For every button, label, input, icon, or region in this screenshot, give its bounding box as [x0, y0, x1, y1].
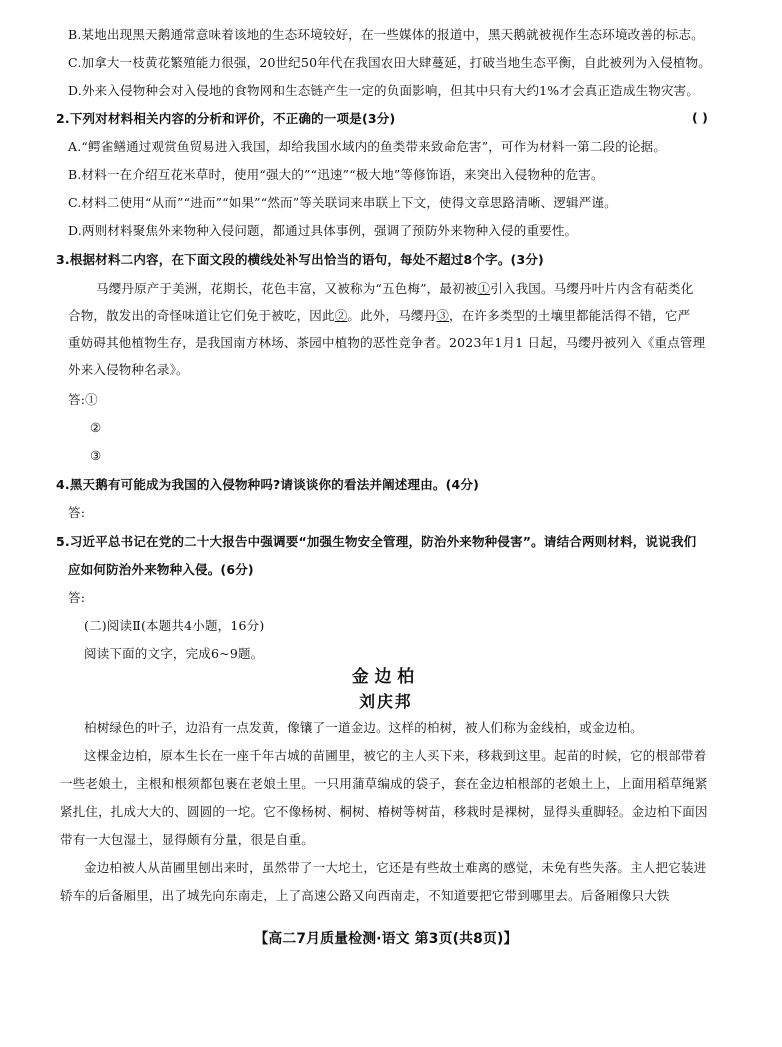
- q1-option-b: B.某地出现黑天鹅通常意味着该地的生态环境较好，在一些媒体的报道中，黑天鹅就被视作生态环境改善的标志。: [68, 27, 704, 42]
- q3-answer-2: ②: [90, 420, 102, 435]
- article-para-3-line-1: 金边柏被人从苗圃里刨出来时，虽然带了一大坨土，它还是有些故土难离的感觉，未免有些失落。主人把它装进: [84, 860, 707, 875]
- article-para-3-line-2: 轿车的后备厢里，出了城先向东南走，上了高速公路又向西南走，不知道要把它带到哪里去。后备厢像只大铁: [60, 888, 670, 903]
- q4-answer-label: 答:: [68, 505, 86, 520]
- q3-passage-line-4: 外来入侵物种名录》。: [68, 362, 189, 377]
- q4-stem: 4.黑天鹅有可能成为我国的入侵物种吗?请谈谈你的看法并阐述理由。(4分): [56, 477, 480, 492]
- reading2-heading: (二)阅读Ⅱ(本题共4小题，16分): [84, 618, 265, 633]
- q5-answer-label: 答:: [68, 590, 86, 605]
- q1-option-c: C.加拿大一枝黄花繁殖能力很强，20世纪50年代在我国农田大肆蔓延，打破当地生态平衡，自此被列为入侵植物。: [68, 55, 712, 70]
- q3-answer-3: ③: [90, 448, 102, 463]
- q2-stem: 2.下列对材料相关内容的分析和评价，不正确的一项是(3分): [56, 111, 396, 126]
- q3-stem: 3.根据材料二内容，在下面文段的横线处补写出恰当的语句，每处不超过8个字。(3分): [56, 252, 544, 267]
- q2-option-c: C.材料二使用“从而”“进而”“如果”“然而”等关联词来串联上下文，使得文章思路清晰、逻辑严谨。: [68, 195, 617, 210]
- q2-option-d: D.两则材料聚焦外来物种入侵问题，都通过具体事例，强调了预防外来物种入侵的重要性。: [68, 223, 578, 238]
- q3-passage-line-3: 重妨碍其他植物生存，是我国南方林场、茶园中植物的恶性竞争者。2023年1月1 日起，马缨丹被列入《重点管理: [68, 335, 706, 350]
- article-para-2-line-3: 紧扎住，扎成大大的、圆圆的一坨。它不像杨树、桐树、椿树等树苗，移栽时是裸树，显得头重脚轻。金边柏下面因: [60, 804, 708, 819]
- q3-passage-line-2: 合物，散发出的奇怪味道让它们免于被吃，因此②。此外，马缨丹③，在许多类型的土壤里都能活得不错，它严: [68, 308, 691, 323]
- reading2-instruction: 阅读下面的文字，完成6~9题。: [84, 646, 264, 661]
- q3-passage-line-1: 马缨丹原产于美洲，花期长，花色丰富，又被称为“五色梅”，最初被①引入我国。马缨丹叶片内含有萜类化: [96, 281, 694, 296]
- q3-blank-3: ③: [436, 308, 450, 323]
- article-para-1: 柏树绿色的叶子，边沿有一点发黄，像镶了一道金边。这样的柏树，被人们称为金线柏，或金边柏。: [84, 720, 643, 735]
- q2-option-a: A.“鳄雀鳝通过观赏鱼贸易进入我国，却给我国水域内的鱼类带来致命危害”，可作为材料一第二段的论据。: [68, 139, 667, 154]
- q3-blank-2: ②: [334, 308, 348, 323]
- page-footer: 【高二7月质量检测·语文 第3页(共8页)】: [254, 931, 518, 947]
- q2-option-b: B.材料一在介绍互花米草时，使用“强大的”“迅速”“极大地”等修饰语，来突出入侵物种的危害。: [68, 167, 604, 182]
- q3-answer-label: 答:①: [68, 392, 98, 407]
- article-para-2-line-2: 一些老娘土，主根和根须都包裹在老娘土里。一只用蒲草编成的袋子，套在金边柏根部的老娘土上，上面用稻草绳紧: [60, 776, 708, 791]
- article-author: 刘庆邦: [359, 692, 413, 711]
- article-title: 金边柏: [351, 667, 420, 687]
- q5-stem-line-1: 5.习近平总书记在党的二十大报告中强调要“加强生物安全管理，防治外来物种侵害”。请结合两则材料，说说我们: [56, 534, 697, 549]
- article-para-2-line-1: 这棵金边柏，原本生长在一座千年古城的苗圃里，被它的主人买下来，移栽到这里。起苗的时候，它的根部带着: [84, 748, 707, 763]
- article-para-2-line-4: 带有一大包湿土，显得颇有分量，很是自重。: [60, 832, 315, 847]
- q5-stem-line-2: 应如何防治外来物种入侵。(6分): [68, 562, 254, 577]
- q3-blank-1: ①: [477, 281, 491, 296]
- q2-answer-paren: ( ): [692, 110, 708, 125]
- q1-option-d: D.外来入侵物种会对入侵地的食物网和生态链产生一定的负面影响，但其中只有大约1%才会真正造成生物灾害。: [68, 83, 700, 98]
